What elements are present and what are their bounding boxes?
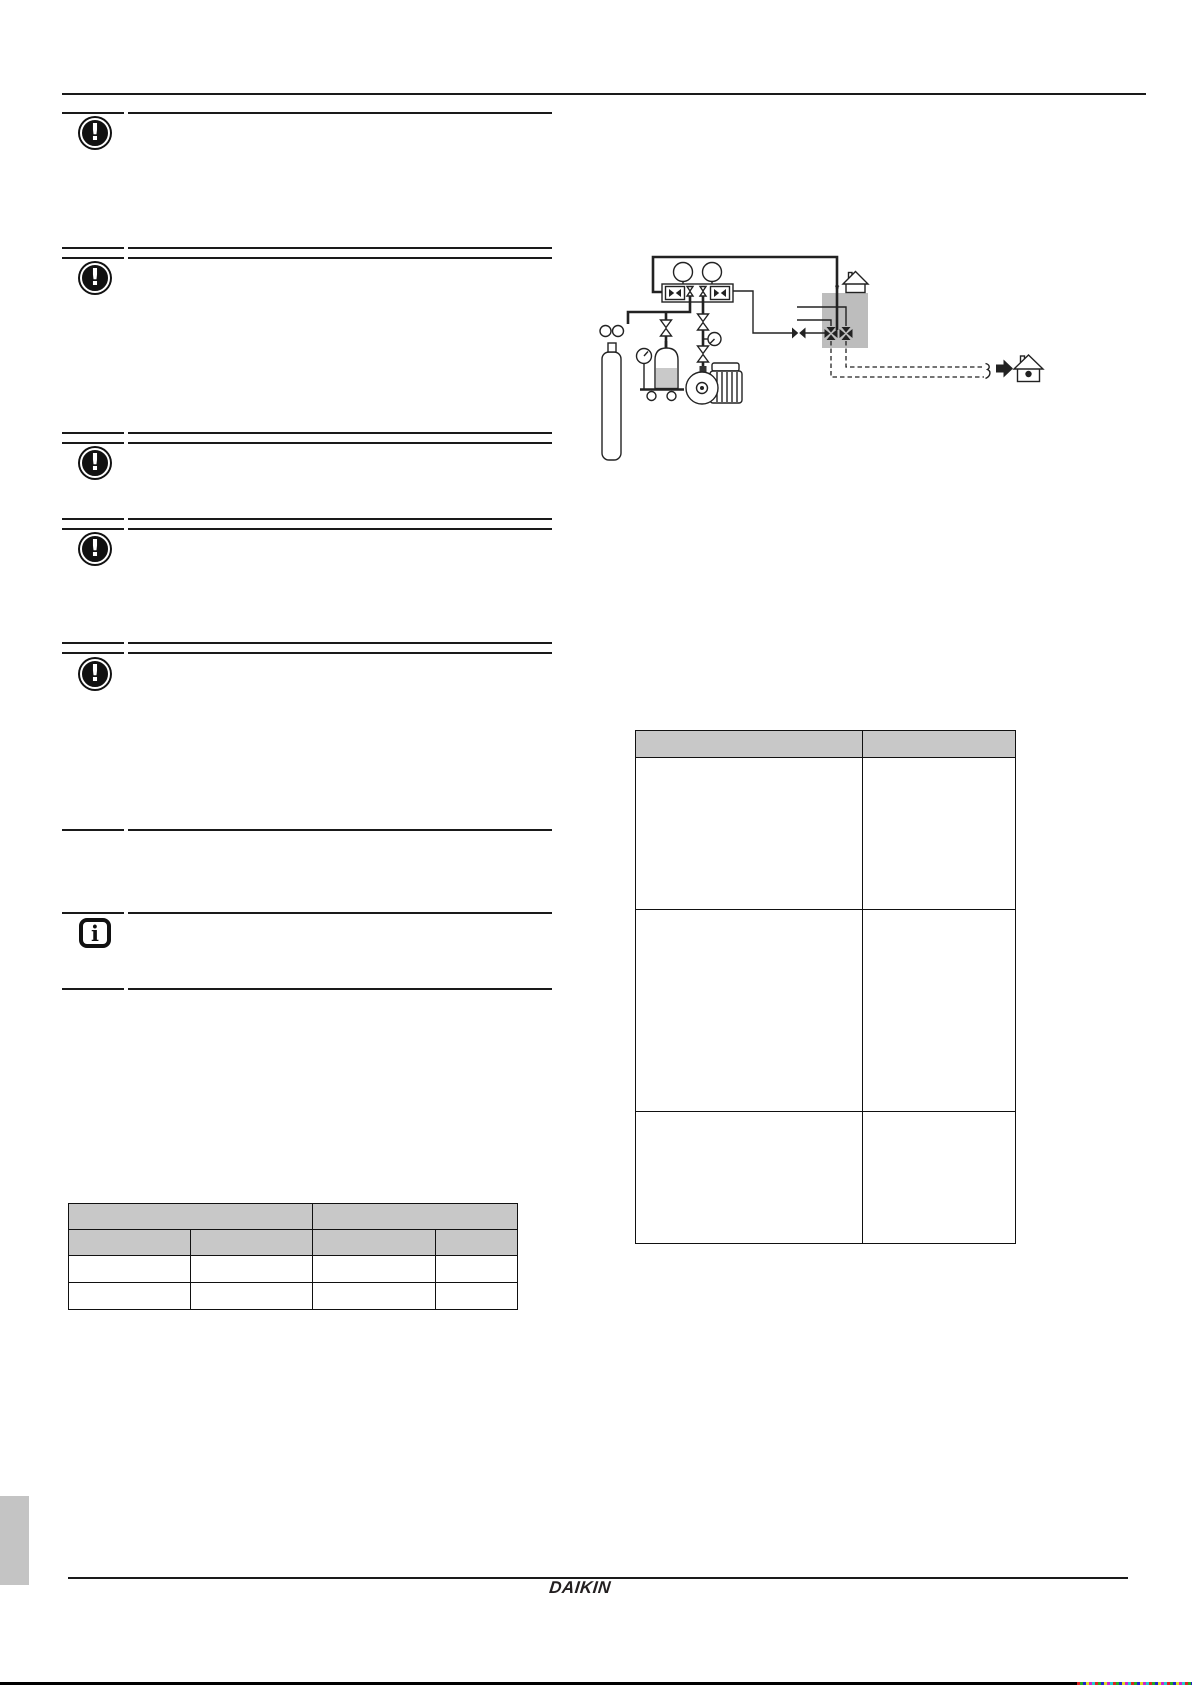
notice-5-bottom-rule [128, 829, 552, 831]
exclamation-circle-icon [80, 118, 110, 148]
notice-2-title-rule [128, 257, 552, 259]
notice-5-title-rule [62, 652, 124, 654]
notice-3-top-rule [128, 432, 552, 434]
left-table-header-cell [191, 1230, 313, 1256]
right-table [635, 730, 1016, 1244]
notice-5-bottom-rule [62, 829, 124, 831]
right-table-cell [863, 1112, 1016, 1244]
page-header-rule [62, 93, 1146, 95]
notice-4-title-rule [128, 528, 552, 530]
left-table-cell [313, 1256, 436, 1283]
right-table-cell [636, 758, 863, 910]
refrigerant-cylinder-icon [655, 341, 678, 389]
exclamation-glyph: ! [89, 119, 101, 146]
notice-5-title-rule [128, 652, 552, 654]
exclamation-glyph: ! [89, 449, 101, 476]
needle-valve-icon [698, 346, 709, 362]
right-table-cell [863, 758, 1016, 910]
exclamation-circle-icon [80, 263, 110, 293]
right-table-cell [636, 910, 863, 1112]
left-table-header-group [313, 1204, 518, 1230]
left-table-cell [436, 1256, 518, 1283]
arrow-right-icon [996, 360, 1013, 378]
exclamation-circle-icon [80, 534, 110, 564]
needle-valve-icon [698, 314, 709, 330]
gauge-manifold-icon [662, 284, 733, 302]
notice-4-top-rule [128, 518, 552, 520]
left-table-cell [69, 1283, 191, 1310]
daikin-logo: DAIKIN [548, 1578, 612, 1597]
asterisk-annotation: * [835, 283, 840, 295]
brace [986, 364, 990, 379]
right-table-cell [863, 910, 1016, 1112]
exclamation-glyph: ! [89, 535, 101, 562]
notice-3-title-rule [62, 442, 124, 444]
left-table-header-group [69, 1204, 313, 1230]
exclamation-glyph: ! [89, 264, 101, 291]
right-table-header-cell [636, 731, 863, 758]
left-table-cell [191, 1256, 313, 1283]
information-bottom-rule [128, 988, 552, 990]
information-top-rule [128, 912, 552, 914]
information-top-rule [62, 912, 124, 914]
information-glyph: i [91, 920, 99, 946]
house-icon [835, 272, 868, 296]
pressure-gauge-icon [674, 263, 722, 286]
stop-valve-icon [792, 328, 806, 339]
needle-valve-icon [661, 320, 672, 336]
left-table-cell [69, 1256, 191, 1283]
house-icon [1014, 355, 1043, 382]
left-table-header-cell [436, 1230, 518, 1256]
left-table-cell [436, 1283, 518, 1310]
right-table-header-cell [863, 731, 1016, 758]
information-bottom-rule [62, 988, 124, 990]
left-table [68, 1203, 518, 1310]
notice-3-title-rule [128, 442, 552, 444]
notice-4-title-rule [62, 528, 124, 530]
exclamation-circle-icon [80, 659, 110, 689]
notice-5-top-rule [128, 642, 552, 644]
right-table-cell [636, 1112, 863, 1244]
notice-1-title-rule [62, 112, 124, 114]
notice-3-top-rule [62, 432, 124, 434]
left-table-header-cell [313, 1230, 436, 1256]
notice-4-top-rule [62, 518, 124, 520]
exclamation-glyph: ! [89, 660, 101, 687]
information-icon [79, 918, 111, 948]
vacuum-pump-icon [686, 363, 742, 404]
notice-2-top-rule [128, 247, 552, 249]
notice-1-title-rule [128, 112, 552, 114]
page-index-tab [0, 1496, 29, 1585]
refrigerant-charging-diagram [560, 248, 1060, 468]
notice-2-top-rule [62, 247, 124, 249]
exclamation-circle-icon [80, 448, 110, 478]
suction-line [733, 291, 825, 333]
nitrogen-cylinder-icon [600, 326, 624, 461]
left-table-cell [313, 1283, 436, 1310]
notice-2-title-rule [62, 257, 124, 259]
left-table-cell [191, 1283, 313, 1310]
notice-5-top-rule [62, 642, 124, 644]
left-table-header-cell [69, 1230, 191, 1256]
